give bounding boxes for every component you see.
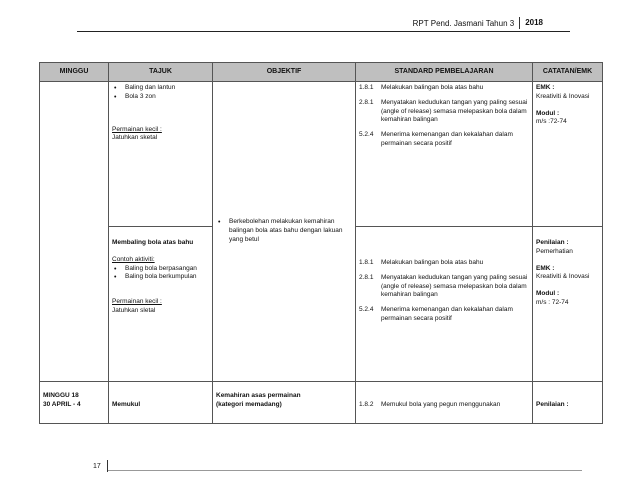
minggu-cell bbox=[40, 82, 109, 382]
emk-label: EMK : bbox=[536, 264, 555, 272]
permainan-value: Jatuhkan sletal bbox=[112, 306, 156, 314]
modul-value: m/s : 72-74 bbox=[536, 298, 569, 306]
col-header-minggu: MINGGU bbox=[40, 63, 109, 82]
standard-num: 5.2.4 bbox=[359, 131, 374, 139]
tajuk-item: • Baling dan lantun bbox=[112, 84, 209, 93]
minggu-line1: MINGGU 18 bbox=[43, 392, 79, 399]
standard-cell bbox=[356, 82, 533, 227]
tajuk-item: • Bola 3 zon bbox=[112, 93, 209, 102]
tajuk-cell bbox=[109, 227, 213, 382]
minggu-cell bbox=[40, 382, 109, 424]
catatan-cell bbox=[533, 382, 603, 424]
standard-item bbox=[359, 259, 529, 268]
standard-text: Menyatakan kedudukan tangan yang paling sesuai (angle of release) semasa melepaskan bola dalam kemahiran balingan bbox=[381, 98, 528, 124]
contoh-item: • Baling bola berpasangan bbox=[112, 265, 209, 274]
catatan-cell bbox=[533, 82, 603, 227]
standard-num: 2.8.1 bbox=[359, 98, 374, 106]
standard-item bbox=[359, 274, 529, 300]
standard-text: Memukul bola yang pegun menggunakan bbox=[381, 401, 501, 408]
standard-item bbox=[359, 306, 529, 324]
objektif-cell bbox=[213, 82, 356, 382]
modul-label: Modul : bbox=[536, 290, 560, 298]
header-title: RPT Pend. Jasmani Tahun 3 bbox=[412, 18, 515, 28]
contoh-item: • Baling bola berkumpulan bbox=[112, 273, 209, 282]
minggu-line2: 30 APRIL - 4 bbox=[43, 400, 81, 408]
modul-label: Modul : bbox=[536, 109, 560, 117]
header-rule bbox=[77, 31, 570, 32]
col-header-tajuk: TAJUK bbox=[109, 63, 213, 82]
standard-text: Menyatakan kedudukan tangan yang paling sesuai (angle of release) semasa melepaskan bola dalam kemahiran balingan bbox=[381, 273, 528, 299]
page-number: 17 bbox=[93, 462, 101, 470]
tajuk-cell bbox=[109, 382, 213, 424]
permainan-value: Jatuhkan sketal bbox=[112, 134, 158, 142]
penilaian-label: Penilaian : bbox=[536, 239, 569, 246]
header-year: 2018 bbox=[519, 17, 543, 29]
standard-text: Menerima kemenangan dan kekalahan dalam permainan secara positif bbox=[381, 131, 513, 147]
contoh-label: Contoh aktiviti: bbox=[112, 255, 155, 263]
objektif-line2: (kategori memadang) bbox=[216, 400, 282, 408]
tajuk-title: Memukul bbox=[112, 401, 141, 408]
permainan-label: Permainan kecil : bbox=[112, 298, 162, 306]
table-header-row bbox=[40, 63, 603, 82]
catatan-cell bbox=[533, 227, 603, 382]
rpt-table bbox=[39, 62, 603, 424]
col-header-objektif: OBJEKTIF bbox=[213, 63, 356, 82]
objektif-cell bbox=[213, 382, 356, 424]
standard-cell bbox=[356, 227, 533, 382]
standard-num: 1.8.1 bbox=[359, 259, 374, 266]
standard-num: 5.2.4 bbox=[359, 306, 374, 314]
col-header-catatan: CATATAN/EMK bbox=[533, 63, 603, 82]
emk-label: EMK : bbox=[536, 84, 555, 91]
emk-value: Kreativiti & Inovasi bbox=[536, 92, 590, 100]
tajuk-title: Membaling bola atas bahu bbox=[112, 239, 194, 246]
standard-item bbox=[359, 99, 529, 125]
table-row bbox=[40, 382, 603, 424]
objektif-item: • Berkebolehan melakukan kemahiran balingan bola atas bahu dengan lakuan yang betul bbox=[216, 218, 352, 244]
col-header-standard: STANDARD PEMBELAJARAN bbox=[356, 63, 533, 82]
permainan-label: Permainan kecil : bbox=[112, 125, 162, 133]
page-footer bbox=[93, 460, 108, 472]
standard-text: Melakukan balingan bola atas bahu bbox=[381, 84, 484, 91]
standard-text: Menerima kemenangan dan kekalahan dalam permainan secara positif bbox=[381, 306, 513, 322]
modul-value: m/s :72-74 bbox=[536, 118, 567, 126]
standard-item bbox=[359, 84, 529, 93]
standard-num: 2.8.1 bbox=[359, 273, 374, 281]
standard-item bbox=[359, 401, 529, 410]
objektif-line1: Kemahiran asas permainan bbox=[216, 392, 301, 399]
standard-text: Melakukan balingan bola atas bahu bbox=[381, 259, 484, 266]
emk-value: Kreativiti & Inovasi bbox=[536, 273, 590, 281]
footer-rule bbox=[108, 470, 582, 471]
tajuk-cell bbox=[109, 82, 213, 227]
standard-num: 1.8.2 bbox=[359, 401, 374, 408]
penilaian-label: Penilaian : bbox=[536, 401, 569, 408]
standard-num: 1.8.1 bbox=[359, 84, 374, 91]
penilaian-value: Pemerhatian bbox=[536, 247, 573, 255]
page-header bbox=[413, 17, 543, 29]
standard-cell bbox=[356, 382, 533, 424]
table-row bbox=[40, 82, 603, 227]
standard-item bbox=[359, 131, 529, 149]
